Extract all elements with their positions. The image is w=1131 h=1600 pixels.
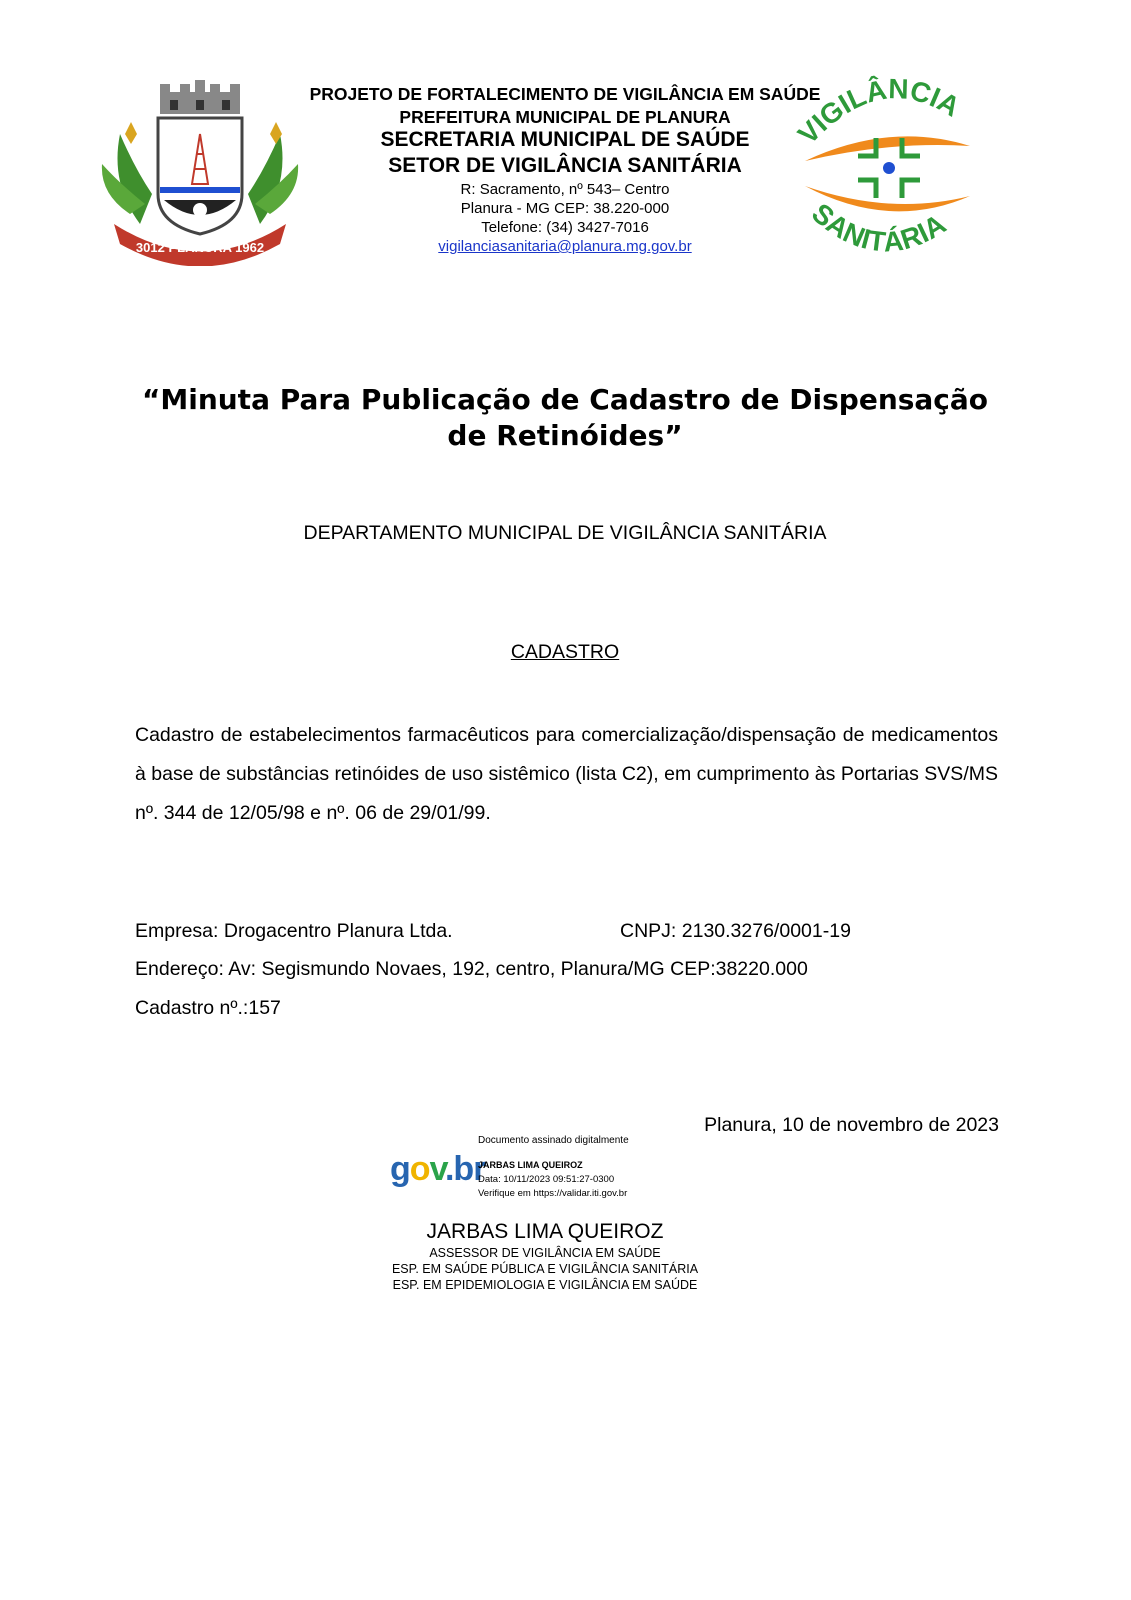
section-heading: CADASTRO <box>510 641 620 663</box>
signature-name: JARBAS LIMA QUEIROZ <box>478 1160 583 1170</box>
header-setor: SETOR DE VIGILÂNCIA SANITÁRIA <box>388 154 742 177</box>
registration-number: Cadastro nº.:157 <box>135 997 281 1019</box>
place-date: Planura, 10 de novembro de 2023 <box>704 1114 999 1136</box>
signer-role-1: ASSESSOR DE VIGILÂNCIA EM SAÚDE <box>429 1246 661 1260</box>
company-address: Endereço: Av: Segismundo Novaes, 192, centro, Planura/MG CEP:38220.000 <box>135 958 808 980</box>
logo-bottom-text: SANITÁRIA <box>806 197 952 258</box>
header-phone: Telefone: (34) 3427-7016 <box>481 219 649 236</box>
coat-ribbon-text: 3012 PLANURA 1962 <box>135 240 265 255</box>
document-title: “Minuta Para Publicação de Cadastro de Dispensação de Retinóides” <box>141 383 989 452</box>
department-name: DEPARTAMENTO MUNICIPAL DE VIGILÂNCIA SANITÁRIA <box>303 522 827 544</box>
header-address: R: Sacramento, nº 543– Centro <box>460 181 670 198</box>
signature-verify-link[interactable]: Verifique em https://validar.iti.gov.br <box>478 1188 628 1199</box>
signer-role-3: ESP. EM EPIDEMIOLOGIA E VIGILÂNCIA EM SAÚDE <box>392 1278 698 1292</box>
header-project: PROJETO DE FORTALECIMENTO DE VIGILÂNCIA EM SAÚDE <box>309 84 821 104</box>
signature-date: Data: 10/11/2023 09:51:27-0300 <box>478 1174 615 1185</box>
header-prefeitura: PREFEITURA MUNICIPAL DE PLANURA <box>399 107 731 127</box>
body-paragraph: Cadastro de estabelecimentos farmacêuticos para comercialização/dispensação de medicamentos à base de substâncias retinóides de uso sistêmico (lista C2), em cumprimento às Portarias SVS/MS nº. 344 de 12/05/98 e nº. 06 de 29/01/99. <box>135 724 998 824</box>
company-cnpj: CNPJ: 2130.3276/0001-19 <box>620 920 851 942</box>
company-name: Empresa: Drogacentro Planura Ltda. <box>135 920 453 942</box>
signature-label: Documento assinado digitalmente <box>478 1135 629 1146</box>
signer-role-2: ESP. EM SAÚDE PÚBLICA E VIGILÂNCIA SANITÁRIA <box>391 1262 699 1276</box>
header-secretaria: SECRETARIA MUNICIPAL DE SAÚDE <box>380 128 750 151</box>
signer-name: JARBAS LIMA QUEIROZ <box>426 1220 664 1243</box>
planura-coat-of-arms <box>100 74 300 266</box>
govbr-logo: gov.br <box>390 1150 486 1188</box>
logo-top-text: VIGILÂNCIA <box>791 73 966 150</box>
header-email-link[interactable]: vigilanciasanitaria@planura.mg.gov.br <box>438 238 692 255</box>
header-city: Planura - MG CEP: 38.220-000 <box>460 200 670 217</box>
vigilancia-sanitaria-logo <box>790 66 990 266</box>
